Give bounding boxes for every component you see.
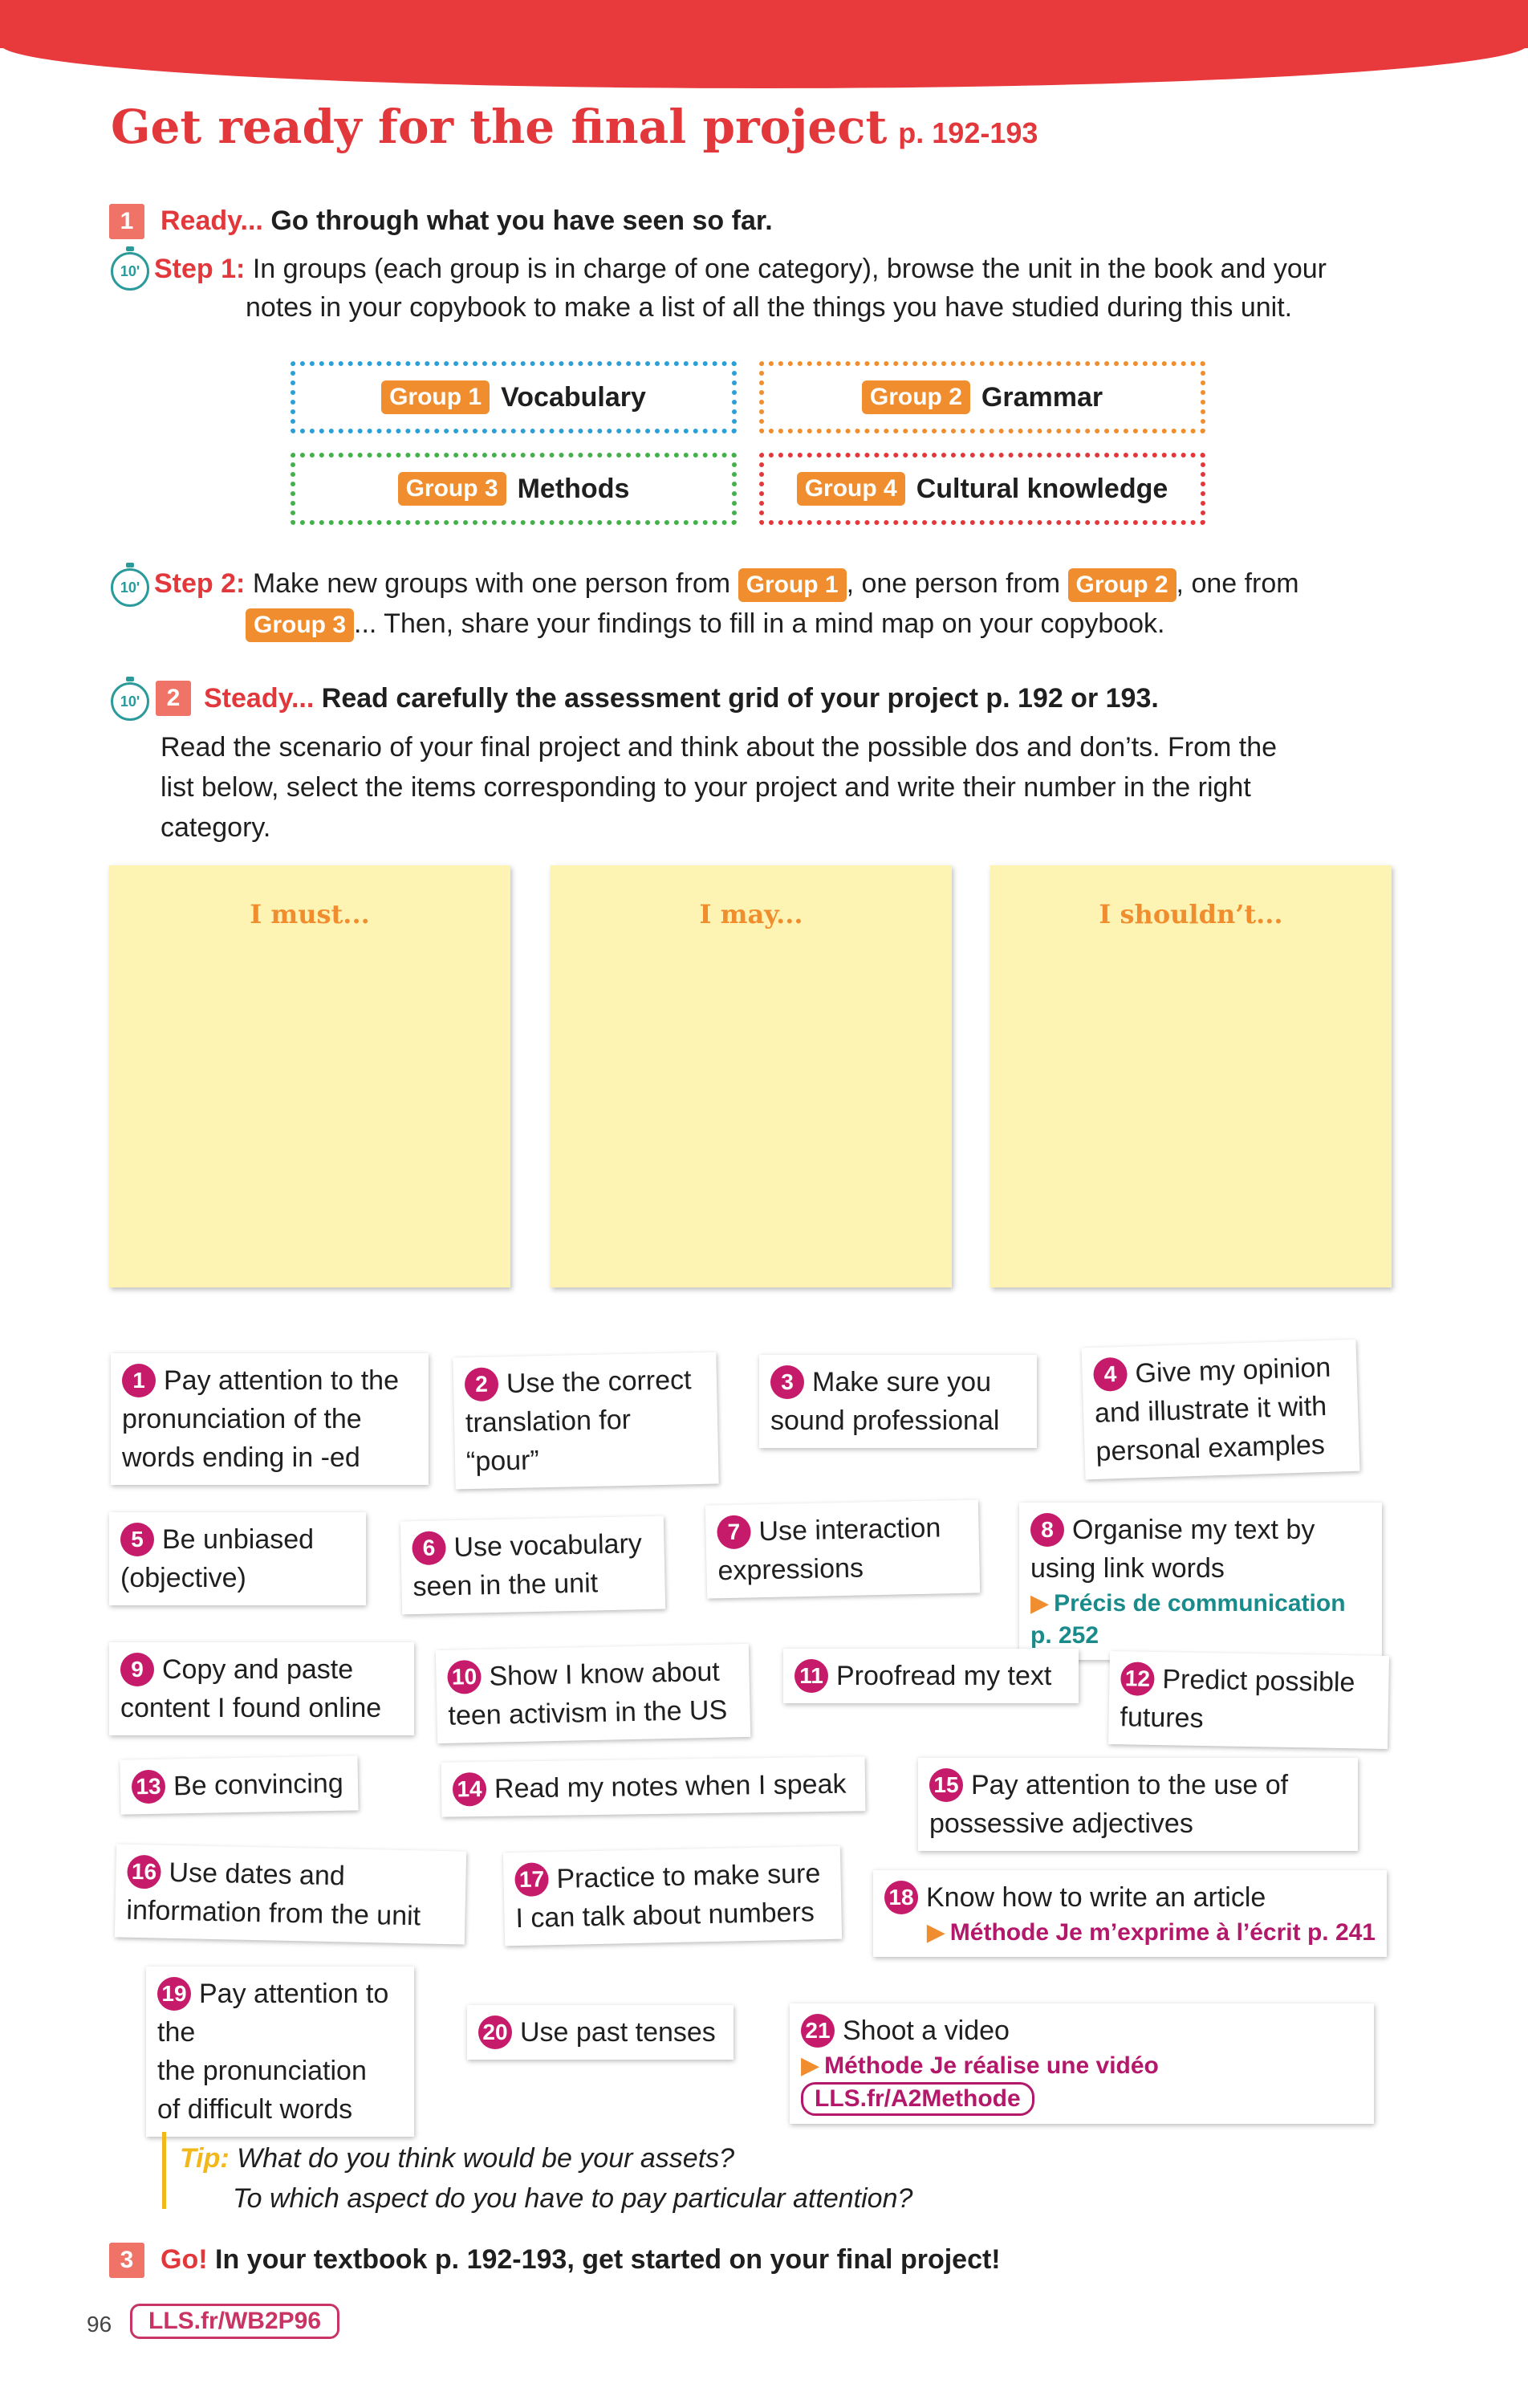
tip-line-1: What do you think would be your assets? — [237, 2143, 735, 2174]
item-text: Use the correct — [506, 1365, 692, 1400]
item-text: Shoot a video — [843, 2015, 1010, 2046]
sticky-note-title: I must... — [250, 899, 370, 929]
item-number: 3 — [770, 1365, 804, 1399]
item-number: 7 — [717, 1515, 751, 1549]
item-text: Use dates and — [169, 1857, 346, 1892]
group-label: Grammar — [981, 381, 1103, 413]
item-number: 9 — [120, 1653, 154, 1686]
item-text: Use vocabulary — [453, 1528, 643, 1564]
item-number: 19 — [157, 1977, 191, 2011]
item-text: seen in the unit — [412, 1568, 599, 1603]
section-3-heading-strong: Go! — [161, 2244, 208, 2275]
tip-label: Tip: — [180, 2143, 230, 2174]
step-1-text-2: notes in your copybook to make a list of all the things you have studied during this unit. — [246, 292, 1293, 323]
item-number: 4 — [1093, 1357, 1128, 1392]
method-reference-text: Précis de communication p. 252 — [1030, 1590, 1346, 1649]
item-number: 21 — [801, 2014, 835, 2048]
step-1-text-1: In groups (each group is in charge of one category), browse the unit in the book and your — [252, 254, 1327, 284]
sticky-note-may[interactable] — [551, 865, 952, 1287]
item-card-16 — [115, 1844, 466, 1944]
item-card-8 — [1019, 1503, 1382, 1660]
item-card-3 — [759, 1355, 1037, 1448]
item-text: teen activism in the US — [448, 1694, 728, 1731]
group-label: Vocabulary — [501, 381, 646, 413]
item-text: Give my opinion — [1134, 1352, 1331, 1389]
sticky-note-title: I shouldn’t... — [1099, 899, 1283, 929]
item-text: and illustrate it with — [1094, 1390, 1327, 1429]
page-number: 96 — [87, 2312, 112, 2337]
page-title-text: Get ready for the final project — [111, 100, 888, 154]
section-3-heading — [161, 2239, 1001, 2280]
group-box-cultural-knowledge — [759, 453, 1205, 525]
timer-icon: 10' — [111, 568, 149, 607]
group-tag: Group 1 — [381, 380, 490, 414]
sticky-note-title: I may... — [699, 899, 803, 929]
item-number: 10 — [447, 1660, 482, 1694]
section-1-heading-rest: Go through what you have seen so far. — [262, 205, 773, 236]
section-2-heading — [204, 678, 1159, 718]
footer-link[interactable]: LLS.fr/WB2P96 — [130, 2304, 339, 2339]
item-text: Pay attention to the — [157, 1979, 389, 2048]
section-1-heading-strong: Ready... — [161, 205, 263, 236]
tip-bar — [162, 2132, 166, 2209]
item-text: expressions — [717, 1552, 864, 1587]
group-tag: Group 3 — [398, 472, 506, 506]
sticky-note-shouldnt[interactable] — [990, 865, 1392, 1287]
step-1-label: Step 1: — [154, 254, 246, 284]
item-text: Know how to write an article — [926, 1882, 1266, 1913]
item-text: I can talk about numbers — [515, 1897, 815, 1934]
item-text: using link words — [1030, 1553, 1225, 1584]
item-text: Be convincing — [173, 1767, 343, 1802]
item-card-18 — [873, 1870, 1387, 1957]
item-number: 14 — [453, 1772, 487, 1807]
item-text: sound professional — [770, 1405, 1000, 1436]
method-reference[interactable] — [801, 2050, 1363, 2116]
page-title — [111, 100, 1038, 154]
step-2-line-1 — [154, 563, 1299, 604]
item-text: personal examples — [1095, 1429, 1326, 1467]
step-2-label: Step 2: — [154, 568, 246, 599]
item-text: Use past tenses — [520, 2017, 716, 2048]
play-arrow-icon: ▶ — [1030, 1590, 1050, 1617]
item-text: Practice to make sure — [556, 1858, 821, 1895]
item-text: content I found online — [120, 1693, 382, 1723]
item-card-5 — [109, 1512, 366, 1605]
item-text: Pay attention to the — [164, 1365, 399, 1396]
item-text: Proofread my text — [836, 1661, 1052, 1691]
item-card-7 — [705, 1499, 980, 1598]
play-arrow-icon: ▶ — [926, 1919, 945, 1946]
item-text: translation for — [465, 1404, 632, 1439]
item-number: 6 — [412, 1531, 446, 1565]
item-card-14 — [441, 1756, 866, 1816]
item-text: Pay attention to the use of — [971, 1770, 1289, 1800]
sticky-note-must[interactable] — [109, 865, 510, 1287]
item-card-4 — [1082, 1340, 1360, 1480]
item-text: Be unbiased — [162, 1524, 315, 1555]
item-card-1 — [111, 1353, 429, 1485]
item-text: of difficult words — [157, 2094, 353, 2125]
item-card-13 — [120, 1755, 358, 1814]
group-tag: Group 4 — [797, 472, 905, 506]
item-text: possessive adjectives — [929, 1808, 1193, 1839]
group-tag: Group 3 — [246, 608, 354, 642]
timer-icon: 10' — [111, 252, 149, 291]
item-text: words ending in -ed — [122, 1442, 360, 1473]
item-card-20 — [467, 2005, 734, 2060]
item-text: Organise my text by — [1072, 1515, 1315, 1545]
step-2-text-a: Make new groups with one person from — [252, 568, 731, 599]
tip-line-2: To which aspect do you have to pay particular attention? — [233, 2183, 913, 2214]
timer-icon: 10' — [111, 682, 149, 721]
item-text: “pour” — [465, 1445, 540, 1478]
item-number: 17 — [514, 1862, 549, 1897]
method-reference-text: Méthode Je m’exprime à l’écrit p. 241 — [949, 1919, 1376, 1946]
item-text: Read my notes when I speak — [494, 1768, 847, 1804]
item-number: 8 — [1030, 1513, 1064, 1547]
section-3-heading-rest: In your textbook p. 192-193, get started on your final project! — [207, 2244, 1001, 2275]
play-arrow-icon: ▶ — [801, 2052, 820, 2079]
item-text: the pronunciation — [157, 2056, 367, 2086]
method-reference-text: Méthode Je réalise une vidéo — [824, 2052, 1159, 2079]
item-text: futures — [1120, 1702, 1204, 1735]
item-card-15 — [918, 1758, 1358, 1851]
step-2-text-c: , one from — [1176, 568, 1299, 599]
item-text: Make sure you — [812, 1367, 991, 1397]
group-box-vocabulary — [291, 361, 737, 433]
item-text: pronunciation of the — [122, 1404, 362, 1434]
item-text: (objective) — [120, 1563, 246, 1593]
method-reference[interactable] — [884, 1917, 1376, 1949]
item-number: 16 — [127, 1855, 161, 1889]
item-number: 11 — [794, 1659, 828, 1693]
group-label: Cultural knowledge — [916, 473, 1168, 504]
method-reference[interactable] — [1030, 1588, 1371, 1652]
step-1-line-1 — [154, 249, 1327, 289]
section-2-heading-rest: Read carefully the assessment grid of your project p. 192 or 193. — [314, 683, 1159, 714]
item-text: information from the unit — [126, 1894, 421, 1932]
item-card-6 — [400, 1516, 665, 1615]
header-band-curve — [0, 0, 1528, 88]
section-1-number: 1 — [109, 204, 144, 239]
item-number: 20 — [478, 2015, 512, 2049]
item-card-19 — [146, 1967, 414, 2137]
item-number: 2 — [465, 1367, 499, 1401]
item-text: Predict possible — [1162, 1664, 1355, 1698]
section-1-heading — [161, 201, 773, 241]
item-card-11 — [783, 1649, 1079, 1703]
item-number: 13 — [132, 1770, 166, 1804]
step-2-line-2 — [246, 604, 1165, 644]
item-number: 18 — [884, 1881, 918, 1914]
item-card-17 — [503, 1846, 842, 1946]
group-label: Methods — [517, 473, 630, 504]
item-card-10 — [436, 1644, 750, 1743]
section-2-heading-strong: Steady... — [204, 683, 315, 714]
section-2-number: 2 — [156, 681, 191, 716]
item-card-9 — [109, 1642, 414, 1735]
section-2-body-1: Read the scenario of your final project and think about the possible dos and don’ts. From the — [161, 732, 1278, 763]
item-number: 5 — [120, 1523, 154, 1556]
group-box-methods — [291, 453, 737, 525]
section-2-body-3: category. — [161, 812, 271, 843]
item-text: Use interaction — [758, 1512, 941, 1548]
item-text: Show I know about — [489, 1656, 721, 1692]
item-card-21 — [790, 2003, 1374, 2124]
item-card-2 — [453, 1352, 718, 1490]
group-tag: Group 1 — [738, 568, 847, 602]
item-text: Copy and paste — [162, 1654, 354, 1685]
item-number: 1 — [122, 1364, 156, 1397]
item-number: 12 — [1120, 1662, 1155, 1696]
step-2-text-b: , one person from — [846, 568, 1061, 599]
item-number: 15 — [929, 1768, 963, 1802]
item-card-12 — [1108, 1651, 1389, 1749]
group-tag: Group 2 — [1068, 568, 1176, 602]
group-box-grammar — [759, 361, 1205, 433]
video-method-link[interactable]: LLS.fr/A2Methode — [801, 2082, 1034, 2116]
group-tag: Group 2 — [862, 380, 970, 414]
section-2-body-2: list below, select the items corresponding to your project and write their number in the right — [161, 772, 1251, 803]
step-2-text-d: ... Then, share your findings to fill in a mind map on your copybook. — [354, 608, 1165, 639]
section-3-number: 3 — [109, 2243, 144, 2278]
page-reference: p. 192-193 — [898, 116, 1038, 149]
tip — [180, 2138, 912, 2219]
